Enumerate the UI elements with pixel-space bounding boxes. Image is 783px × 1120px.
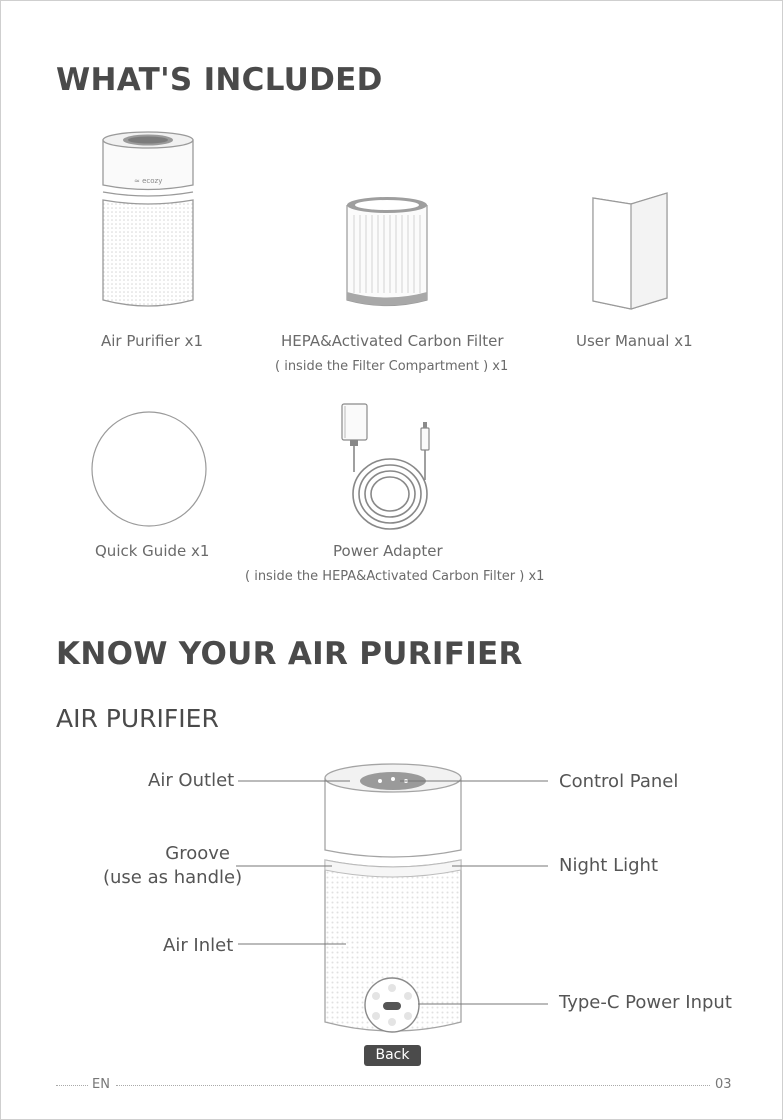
label-air-outlet: Air Outlet: [148, 770, 235, 791]
label-night-light: Night Light: [559, 855, 658, 876]
section-title-included: WHAT'S INCLUDED: [56, 62, 383, 98]
label-type-c: Type-C Power Input: [559, 992, 732, 1013]
back-button[interactable]: Back: [364, 1045, 421, 1066]
label-air-inlet: Air Inlet: [163, 935, 234, 956]
item-label-user-manual: User Manual x1: [576, 332, 693, 350]
item-note-hepa-filter: ( inside the Filter Compartment ) x1: [275, 359, 509, 374]
label-groove: Groove: [165, 843, 230, 864]
label-groove-handle: (use as handle): [103, 867, 243, 888]
footer-divider-right: [116, 1085, 710, 1086]
item-note-power-adapter: ( inside the HEPA&Activated Carbon Filter ) x1: [245, 569, 545, 584]
ecozy-logo: ≈ ecozy: [134, 177, 163, 185]
section-title-know: KNOW YOUR AIR PURIFIER: [56, 636, 523, 672]
label-control-panel: Control Panel: [559, 771, 679, 792]
item-label-hepa-filter: HEPA&Activated Carbon Filter: [281, 332, 504, 350]
footer-divider-left: [56, 1085, 88, 1086]
item-label-air-purifier: Air Purifier x1: [101, 332, 204, 350]
footer-language: EN: [92, 1077, 110, 1092]
item-label-quick-guide: Quick Guide x1: [95, 542, 210, 560]
page-number: 03: [715, 1077, 732, 1092]
item-label-power-adapter: Power Adapter: [333, 542, 443, 560]
section-subtitle-air-purifier: AIR PURIFIER: [56, 704, 219, 733]
